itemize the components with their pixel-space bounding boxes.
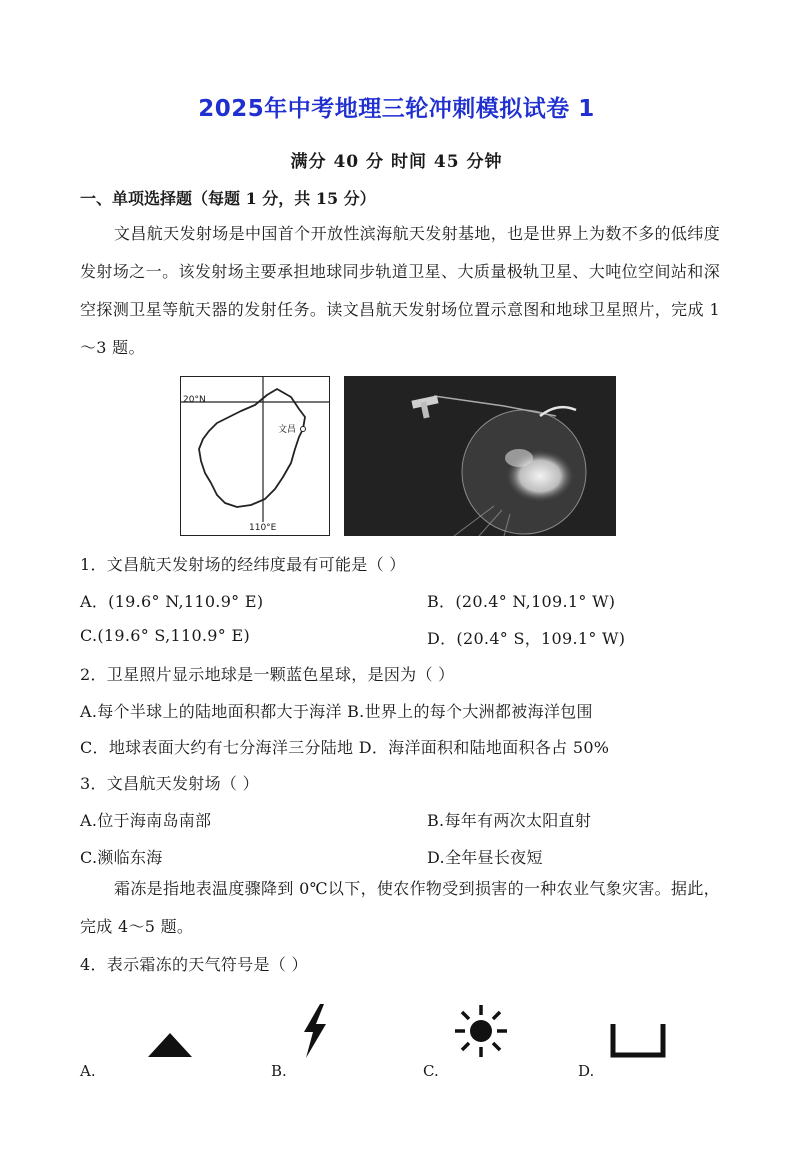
question-1-option-b: B．(20.4° N,109.1° W) (427, 592, 616, 611)
frost-symbol-icon (610, 1022, 666, 1058)
question-3-stem: 3．文昌航天发射场（ ） (80, 774, 259, 793)
triangle-symbol-icon (146, 1030, 194, 1060)
question-2-options-ab: A.每个半球上的陆地面积都大于海洋 B.世界上的每个大洲都被海洋包围 (80, 702, 593, 721)
longitude-label: 110°E (249, 523, 277, 533)
symbol-label-d: D. (578, 1062, 595, 1080)
exam-info: 满分 40 分 时间 45 分钟 (290, 152, 503, 172)
question-1-option-c: C.(19.6° S,110.9° E) (80, 626, 250, 645)
question-1-option-d: D．(20.4° S，109.1° W) (427, 629, 626, 648)
page-title: 2025年中考地理三轮冲刺模拟试卷 1 (198, 96, 595, 122)
section-heading: 一、单项选择题（每题 1 分，共 15 分） (80, 189, 376, 208)
symbol-label-a: A. (80, 1062, 96, 1080)
sun-symbol-icon (454, 1004, 508, 1058)
question-2-options-cd: C．地球表面大约有七分海洋三分陆地 D．海洋面积和陆地面积各占 50% (80, 738, 610, 757)
question-3-option-c: C.濒临东海 (80, 848, 163, 867)
symbol-label-c: C. (423, 1062, 439, 1080)
earth-satellite-icon (344, 376, 616, 536)
question-3-option-a: A.位于海南岛南部 (80, 811, 212, 830)
location-map (180, 376, 330, 536)
question-1-option-a: A．(19.6° N,110.9° E) (80, 592, 264, 611)
question-4-stem: 4．表示霜冻的天气符号是（ ） (80, 955, 308, 974)
intro-paragraph-2: 霜冻是指地表温度骤降到 0℃以下，使农作物受到损害的一种农业气象灾害。据此，完成 4～5 题。 (80, 879, 720, 936)
city-label: 文昌 (278, 425, 297, 435)
question-2-stem: 2．卫星照片显示地球是一颗蓝色星球，是因为（ ） (80, 665, 455, 684)
lightning-symbol-icon (298, 1002, 330, 1060)
satellite-photo (344, 376, 616, 536)
latitude-label: 20°N (183, 395, 206, 405)
symbol-label-b: B. (271, 1062, 287, 1080)
question-3-option-d: D.全年昼长夜短 (427, 848, 543, 867)
intro-paragraph-1: 文昌航天发射场是中国首个开放性滨海航天发射基地，也是世界上为数不多的低纬度发射场之一。该发射场主要承担地球同步轨道卫星、大质量极轨卫星、大吨位空间站和深空探测卫星等航天器的发射任务。读文昌航天发射场位置示意图和地球卫星照片，完成 1～3 题。 (80, 224, 720, 357)
question-3-option-b: B.每年有两次太阳直射 (427, 811, 592, 830)
question-1-stem: 1．文昌航天发射场的经纬度最有可能是（ ） (80, 555, 406, 574)
